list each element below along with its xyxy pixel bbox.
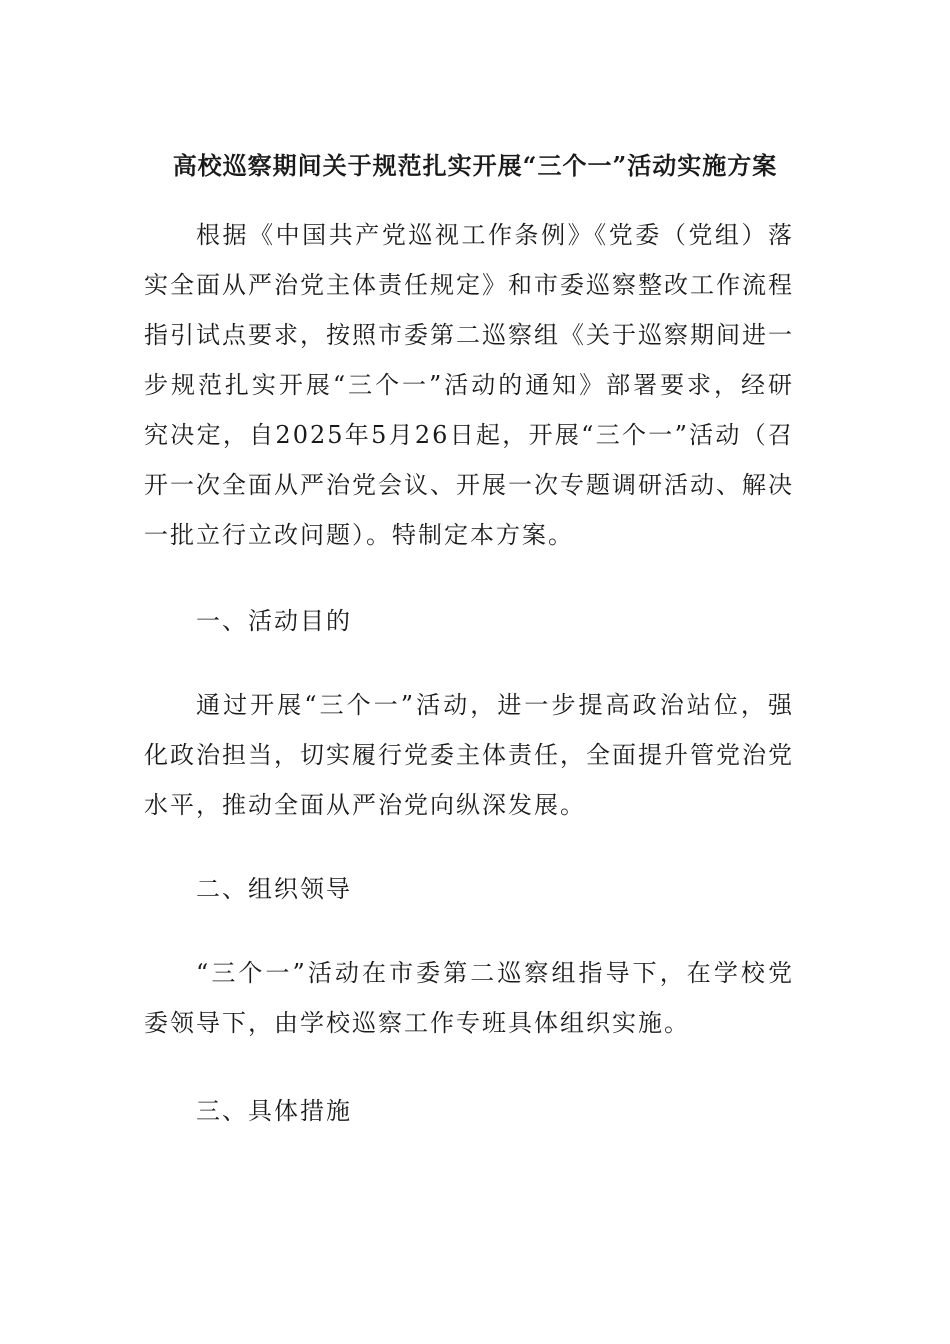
section-heading-purpose: 一、活动目的 bbox=[196, 607, 352, 635]
section-heading-organization: 二、组织领导 bbox=[196, 875, 352, 903]
section-body-organization: “三个一”活动在市委第二巡察组指导下，在学校党委领导下，由学校巡察工作专班具体组织实施。 bbox=[144, 959, 794, 1037]
section-body-purpose: 通过开展“三个一”活动，进一步提高政治站位，强化政治担当，切实履行党委主体责任，全面提升管党治党水平，推动全面从严治党向纵深发展。 bbox=[144, 691, 794, 819]
intro-paragraph: 根据《中国共产党巡视工作条例》《党委（党组）落实全面从严治党主体责任规定》和市委巡察整改工作流程指引试点要求，按照市委第二巡察组《关于巡察期间进一步规范扎实开展“三个一”活动的通知》部署要求，经研究决定，自2025年5月26日起，开展“三个一”活动（召开一次全面从严治党会议、开展一次专题调研活动、解决一批立行立改问题）。特制定本方案。 bbox=[144, 221, 794, 549]
document-title: 高校巡察期间关于规范扎实开展“三个一”活动实施方案 bbox=[172, 151, 778, 181]
section-heading-measures: 三、具体措施 bbox=[196, 1097, 352, 1125]
